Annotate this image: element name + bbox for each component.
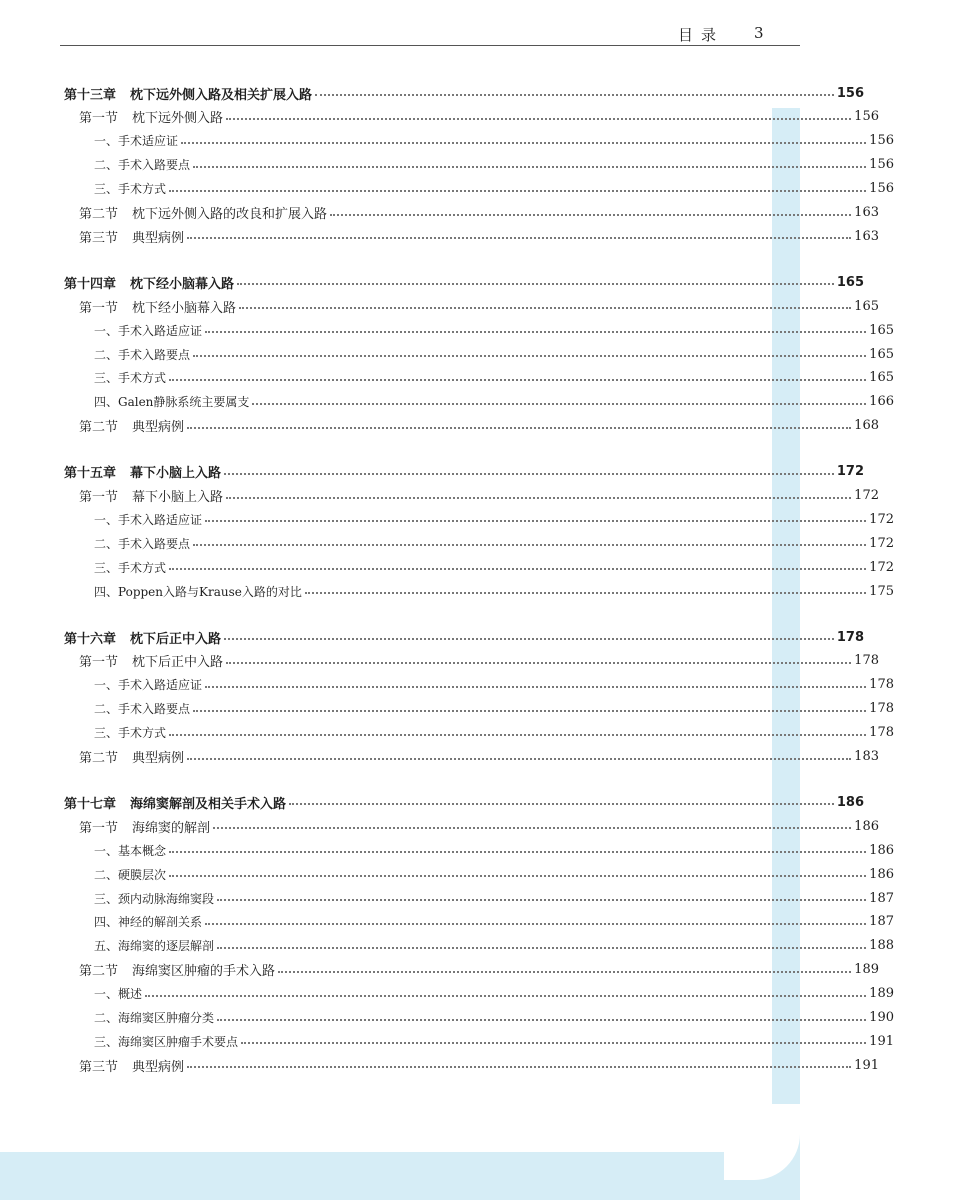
toc-entry-title: 一、手术入路适应证 — [94, 512, 203, 527]
toc-entry-label — [94, 511, 202, 528]
toc-entry-label — [94, 913, 202, 930]
toc-entry-label — [94, 700, 190, 717]
toc-entry-label — [79, 227, 184, 246]
toc-item-entry[interactable] — [0, 1030, 976, 1052]
dot-leader — [289, 803, 834, 805]
toc-entry-title: 三、手术方式 — [94, 726, 167, 741]
toc-item-entry[interactable] — [0, 367, 976, 389]
toc-entry-page: 163 — [854, 228, 879, 244]
toc-entry-page: 187 — [869, 890, 894, 906]
toc-entry-label — [79, 203, 327, 222]
toc-entry-label — [79, 486, 223, 505]
toc-entry-page: 165 — [854, 298, 879, 314]
toc-entry-page: 186 — [869, 842, 894, 858]
toc-entry-page: 156 — [836, 85, 864, 101]
dot-leader — [217, 947, 866, 949]
dot-leader — [205, 520, 866, 522]
toc-entry-page: 178 — [869, 725, 894, 741]
header-page-number: 3 — [754, 24, 764, 42]
toc-entry-page: 172 — [869, 535, 894, 551]
toc-entry-number: 第一节 — [79, 111, 119, 127]
toc-item-entry[interactable] — [0, 1007, 976, 1029]
toc-entry-page: 190 — [869, 1010, 894, 1025]
toc-entry-label — [94, 724, 166, 741]
toc-entry-title: 四、Poppen入路与Krause入路的对比 — [94, 584, 302, 599]
toc-entry-title: 典型病例 — [132, 230, 185, 246]
toc-entry-label — [94, 535, 190, 552]
dot-leader — [217, 899, 866, 901]
dot-leader — [169, 734, 866, 736]
toc-entry-page: 189 — [869, 986, 894, 1002]
toc-entry-number: 第十四章 — [64, 276, 117, 292]
toc-item-entry[interactable] — [0, 391, 976, 413]
toc-entry-title: 一、手术入路适应证 — [94, 678, 203, 693]
toc-item-entry[interactable] — [0, 556, 976, 578]
dot-leader — [315, 94, 834, 96]
toc-entry-page: 156 — [869, 157, 894, 173]
toc-entry-label — [79, 747, 184, 766]
toc-entry-number: 第一节 — [79, 655, 119, 671]
running-header — [0, 0, 800, 46]
toc-entry-title: 二、手术入路要点 — [94, 536, 191, 551]
dot-leader — [193, 355, 866, 357]
toc-entry-label — [94, 346, 190, 363]
dot-leader — [241, 1042, 866, 1044]
toc-entry-label — [79, 960, 275, 979]
toc-entry-page: 166 — [869, 394, 894, 410]
toc-entry-page: 191 — [869, 1033, 894, 1049]
toc-item-entry[interactable] — [0, 319, 976, 341]
toc-item-entry[interactable] — [0, 911, 976, 933]
toc-entry-label — [94, 1033, 238, 1050]
toc-entry-number: 第一节 — [79, 490, 119, 505]
toc-entry-label — [64, 628, 221, 647]
dot-leader — [330, 214, 851, 216]
toc-entry-number: 第二节 — [79, 420, 119, 436]
toc-entry-page: 187 — [869, 914, 894, 930]
header-rule — [60, 45, 800, 46]
toc-entry-label — [79, 416, 184, 435]
toc-entry-title: 海绵窦的解剖 — [132, 820, 211, 836]
toc-entry-label — [79, 297, 236, 316]
dot-leader — [187, 1066, 851, 1068]
dot-leader — [226, 662, 851, 664]
dot-leader — [224, 473, 834, 475]
toc-chapter-entry[interactable] — [0, 791, 946, 813]
toc-entry-title: 幕下小脑上入路 — [132, 490, 224, 505]
toc-section-entry[interactable] — [0, 106, 961, 128]
toc-entry-number: 第二节 — [79, 964, 119, 980]
toc-entry-title: 枕下远外侧入路的改良和扩展入路 — [132, 207, 328, 222]
toc-entry-title: 三、手术方式 — [94, 371, 167, 386]
toc-section-entry[interactable] — [0, 485, 961, 507]
dot-leader — [181, 142, 866, 144]
toc-entry-label — [94, 559, 166, 576]
toc-item-entry[interactable] — [0, 935, 976, 957]
toc-item-entry[interactable] — [0, 580, 976, 602]
toc-item-entry[interactable] — [0, 130, 976, 152]
toc-entry-title: 三、海绵窦区肿瘤手术要点 — [94, 1034, 239, 1049]
toc-entry-page: 172 — [869, 511, 894, 527]
toc-entry-label — [94, 937, 214, 954]
toc-entry-page: 186 — [854, 818, 879, 834]
toc-entry-page: 172 — [836, 464, 864, 480]
toc-entry-label — [94, 1009, 214, 1026]
toc-chapter-entry[interactable] — [0, 271, 946, 293]
toc-item-entry[interactable] — [0, 178, 976, 200]
dot-leader — [187, 237, 851, 239]
toc-entry-number: 第十六章 — [64, 631, 117, 647]
toc-entry-page: 165 — [869, 370, 894, 386]
toc-entry-title: 五、海绵窦的逐层解剖 — [94, 939, 215, 954]
toc-item-entry[interactable] — [0, 863, 976, 885]
dot-leader — [305, 592, 866, 594]
toc-entry-title: 枕下远外侧入路及相关扩展入路 — [130, 87, 313, 103]
toc-section-entry[interactable] — [0, 746, 961, 768]
toc-entry-page: 165 — [869, 346, 894, 362]
dot-leader — [187, 427, 851, 429]
toc-entry-number: 第十五章 — [64, 466, 117, 482]
dot-leader — [237, 283, 834, 285]
dot-leader — [252, 403, 866, 405]
decorative-band-bottom — [0, 1152, 800, 1200]
dot-leader — [193, 166, 866, 168]
toc-entry-label — [94, 180, 166, 197]
toc-entry-label — [94, 890, 214, 907]
toc-section-entry[interactable] — [0, 1054, 961, 1076]
toc-item-entry[interactable] — [0, 698, 976, 720]
toc-entry-page: 156 — [869, 181, 894, 197]
dot-leader — [239, 307, 851, 309]
dot-leader — [169, 568, 866, 570]
toc-section-entry[interactable] — [0, 650, 961, 672]
toc-entry-title: 典型病例 — [132, 751, 185, 766]
toc-section-entry[interactable] — [0, 202, 961, 224]
toc-entry-number: 第三节 — [79, 1059, 119, 1075]
toc-entry-title: 幕下小脑上入路 — [130, 466, 222, 482]
dot-leader — [169, 875, 866, 877]
toc-entry-label — [79, 1056, 184, 1075]
toc-entry-title: 四、Galen静脉系统主要属支 — [94, 395, 250, 410]
toc-entry-label — [79, 817, 210, 836]
toc-entry-page: 163 — [854, 205, 879, 220]
toc-section-entry[interactable] — [0, 959, 961, 981]
toc-entry-title: 枕下后正中入路 — [132, 655, 224, 671]
toc-section-entry[interactable] — [0, 225, 961, 247]
toc-entry-page: 165 — [869, 322, 894, 338]
toc-entry-label — [94, 842, 166, 859]
toc-entry-page: 168 — [854, 418, 879, 434]
toc-entry-title: 一、概述 — [94, 987, 143, 1002]
toc-entry-number: 第三节 — [79, 230, 119, 246]
toc-section-entry[interactable] — [0, 415, 961, 437]
toc-entry-page: 156 — [869, 133, 894, 149]
toc-entry-title: 海绵窦解剖及相关手术入路 — [130, 796, 287, 812]
toc-entry-label — [94, 393, 249, 410]
toc-item-entry[interactable] — [0, 508, 976, 530]
toc-entry-page: 183 — [854, 749, 879, 764]
toc-entry-page: 191 — [854, 1057, 879, 1073]
dot-leader — [205, 331, 866, 333]
toc-entry-page: 172 — [854, 488, 879, 503]
toc-entry-page: 186 — [836, 794, 864, 810]
toc-entry-title: 典型病例 — [132, 1059, 185, 1075]
toc-entry-label — [79, 651, 223, 670]
toc-entry-title: 三、手术方式 — [94, 182, 167, 197]
toc-entry-label — [94, 676, 202, 693]
toc-entry-number: 第二节 — [79, 207, 119, 222]
toc-entry-page: 178 — [836, 629, 864, 645]
toc-entry-title: 一、基本概念 — [94, 843, 167, 858]
toc-entry-title: 典型病例 — [132, 420, 185, 436]
toc-entry-page: 172 — [869, 559, 894, 575]
toc-entry-label — [94, 866, 166, 883]
toc-entry-label — [79, 107, 223, 126]
toc-entry-number: 第一节 — [79, 300, 119, 316]
toc-entry-label — [94, 583, 302, 600]
dot-leader — [217, 1019, 866, 1021]
toc-entry-title: 二、海绵窦区肿瘤分类 — [94, 1011, 215, 1025]
toc-item-entry[interactable] — [0, 722, 976, 744]
toc-entry-title: 二、手术入路要点 — [94, 702, 191, 717]
header-title: 目录 — [678, 26, 725, 44]
toc-entry-title: 四、神经的解剖关系 — [94, 915, 203, 930]
toc-entry-label — [64, 462, 221, 481]
toc-entry-number: 第十三章 — [64, 87, 117, 103]
toc-entry-number: 第二节 — [79, 751, 119, 766]
toc-entry-title: 一、手术入路适应证 — [94, 323, 203, 338]
toc-entry-page: 175 — [869, 583, 894, 599]
toc-entry-title: 枕下后正中入路 — [130, 631, 222, 647]
toc-item-entry[interactable] — [0, 343, 976, 365]
toc-entry-number: 第十七章 — [64, 796, 117, 812]
toc-entry-title: 三、手术方式 — [94, 560, 167, 575]
dot-leader — [226, 497, 851, 499]
toc-entry-title: 二、手术入路要点 — [94, 158, 191, 173]
toc-entry-page: 178 — [869, 677, 894, 693]
toc-entry-page: 189 — [854, 962, 879, 978]
toc-entry-label — [64, 793, 286, 812]
toc-entry-title: 枕下远外侧入路 — [132, 111, 224, 127]
toc-entry-page: 178 — [854, 653, 879, 669]
toc-chapter-entry[interactable] — [0, 461, 946, 483]
toc-entry-label — [64, 84, 312, 103]
toc-entry-label — [94, 132, 178, 149]
dot-leader — [193, 544, 866, 546]
toc-entry-title: 一、手术适应证 — [94, 134, 179, 149]
dot-leader — [169, 379, 866, 381]
dot-leader — [205, 686, 866, 688]
toc-entry-page: 178 — [869, 701, 894, 717]
toc-entry-page: 186 — [869, 866, 894, 882]
toc-entry-label — [94, 369, 166, 386]
toc-entry-title: 二、手术入路要点 — [94, 347, 191, 362]
toc-entry-page: 188 — [869, 938, 894, 954]
toc-section-entry[interactable] — [0, 815, 961, 837]
toc-entry-title: 枕下经小脑幕入路 — [130, 276, 235, 292]
dot-leader — [278, 971, 851, 973]
toc-entry-label — [94, 156, 190, 173]
toc-entry-number: 第一节 — [79, 820, 119, 836]
toc-entry-title: 枕下经小脑幕入路 — [132, 300, 237, 316]
toc-section-entry[interactable] — [0, 295, 961, 317]
toc-entry-label — [64, 273, 234, 292]
toc-entry-label — [94, 985, 142, 1002]
toc-chapter-entry[interactable] — [0, 82, 946, 104]
toc-entry-title: 海绵窦区肿瘤的手术入路 — [132, 964, 276, 980]
toc-entry-page: 156 — [854, 109, 879, 125]
toc-chapter-entry[interactable] — [0, 626, 946, 648]
dot-leader — [187, 758, 851, 760]
toc-entry-title: 三、颈内动脉海绵窦段 — [94, 891, 215, 906]
dot-leader — [224, 638, 834, 640]
toc-item-entry[interactable] — [0, 839, 976, 861]
toc-entry-label — [94, 322, 202, 339]
dot-leader — [213, 827, 851, 829]
dot-leader — [145, 995, 866, 997]
toc-item-entry[interactable] — [0, 674, 976, 696]
dot-leader — [226, 118, 851, 120]
dot-leader — [193, 710, 866, 712]
dot-leader — [205, 923, 866, 925]
toc-item-entry[interactable] — [0, 983, 976, 1005]
toc-entry-title: 二、硬膜层次 — [94, 867, 167, 882]
toc-entry-page: 165 — [836, 274, 864, 290]
dot-leader — [169, 851, 866, 853]
toc-item-entry[interactable] — [0, 154, 976, 176]
toc-item-entry[interactable] — [0, 532, 976, 554]
toc-item-entry[interactable] — [0, 887, 976, 909]
dot-leader — [169, 190, 866, 192]
